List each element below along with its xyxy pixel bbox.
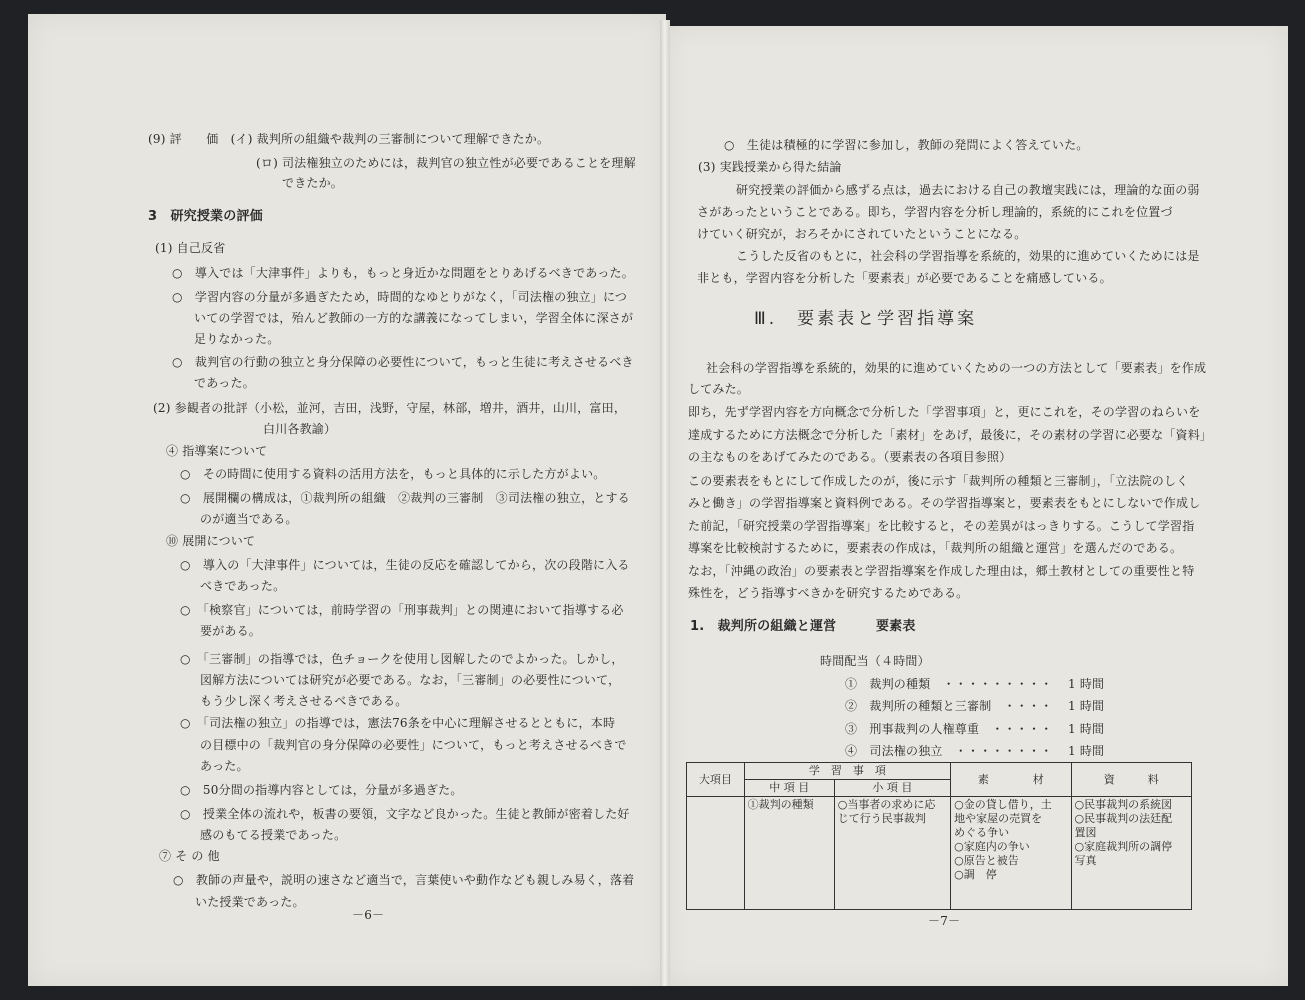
paragraph-line: さがあったということである。即ち，学習内容を分析し理論的，系統的にこれを位置づ	[697, 205, 1173, 219]
eval-item-ro-cont: できたか。	[282, 176, 344, 190]
critique-item-cont: 要がある。	[200, 624, 262, 638]
col-header-minor: 小 項 目	[834, 780, 950, 797]
paragraph-line: 達成するために方法概念で分析した「素材」をあげ，最後に，その素材の学習に必要な「資料」	[688, 428, 1213, 442]
cell-resource: ○民事裁判の系統図 ○民事裁判の法廷配 置図 ○家庭裁判所の調停 写真	[1071, 797, 1191, 910]
paragraph-line: 非とも，学習内容を分析した「要素表」が必要であることを痛感している。	[697, 271, 1112, 285]
paragraph-line: 社会科の学習指導を系統的，効果的に進めていくための一つの方法として「要素表」を作成	[706, 361, 1207, 375]
schedule-item-label: ③ 刑事裁判の人権尊重 ・・・・・	[845, 722, 1053, 736]
schedule-item-label: ① 裁判の種類 ・・・・・・・・・	[845, 677, 1053, 691]
paragraph-line: みと働き」の学習指導案と資料例である。その学習指導案と，要素表をもとにしないで作成し	[688, 496, 1201, 510]
critique-item-cont: べきであった。	[200, 579, 286, 593]
paragraph-line: こうした反省のもとに，社会科の学習指導を系統的，効果的に進めていくためには是	[736, 249, 1200, 263]
eval-item-i: (9) 評 価 (イ) 裁判所の組織や裁判の三審制について理解できたか。	[148, 132, 550, 146]
schedule-item-label: ④ 司法権の独立 ・・・・・・・・	[845, 744, 1053, 758]
critique-item: ○ 「司法権の独立」の指導では，憲法76条を中心に理解させるとともに，本時	[180, 716, 616, 730]
subheading-lesson-plan: ④ 指導案について	[166, 444, 268, 458]
schedule-item-time: 1 時間	[1068, 722, 1105, 736]
critique-item: ○ 「検察官」については，前時学習の「刑事裁判」との関連において指導する必	[180, 603, 624, 617]
col-header-resource: 資 料	[1071, 763, 1191, 797]
critique-item-cont: あった。	[200, 759, 249, 773]
critique-item-cont: の目標中の「裁判官の身分保障の必要性」について，もっと考えさせるべきで	[200, 738, 627, 752]
cell-minor: ○当事者の求めに応 じて行う民事裁判	[834, 797, 950, 910]
schedule-item-time: 1 時間	[1068, 744, 1105, 758]
critique-item-cont: もう少し深く考えさせるべきである。	[200, 694, 408, 708]
paragraph-line: の主なものをあげてみたのである。（要素表の各項目参照）	[688, 450, 1012, 464]
paragraph-line: してみた。	[688, 382, 750, 396]
time-allocation-label: 時間配当（４時間）	[820, 654, 930, 668]
col-header-learning: 学 習 事 項	[744, 763, 950, 780]
critique-item: ○ 導入の「大津事件」については，生徒の反応を確認してから，次の段階に入る	[180, 558, 630, 572]
col-header-material: 素 材	[951, 763, 1071, 797]
critique-item: ○ 50分間の指導内容としては，分量が多過ぎた。	[180, 783, 463, 797]
observer-list-cont: 白川各教諭）	[263, 422, 337, 436]
col-header-major: 大項目	[687, 763, 745, 797]
reflection-item: ○ 裁判官の行動の独立と身分保障の必要性について，もっと生徒に考えさせるべき	[172, 355, 634, 369]
critique-item: ○ その時間に使用する資料の活用方法を，もっと具体的に示した方がよい。	[180, 467, 606, 481]
schedule-item-label: ② 裁判所の種類と三審制 ・・・・	[845, 699, 1053, 713]
reflection-item: ○ 導入では「大津事件」よりも，もっと身近かな問題をとりあげるべきであった。	[172, 266, 634, 280]
paragraph-line: この要素表をもとにして作成したのが，後に示す「裁判所の種類と三審制」，「立法院のしく	[688, 474, 1189, 488]
critique-item: ○ 教師の声量や，説明の速さなど適当で，言葉使いや動作なども親しみ易く，落着	[173, 873, 635, 887]
reflection-item-cont: いての学習では，殆んど教師の一方的な講義になってしまい，学習全体に深さが	[194, 311, 634, 325]
critique-item: ○ 展開欄の構成は，①裁判所の組織 ②裁判の三審制 ③司法権の独立，とする	[180, 491, 630, 505]
eval-item-ro: (ロ) 司法権独立のためには，裁判官の独立性が必要であることを理解	[256, 156, 636, 170]
page-number-left: －6－	[352, 908, 385, 922]
chapter-heading: Ⅲ. 要素表と学習指導案	[754, 309, 978, 329]
table-section-heading: 1. 裁判所の組織と運営 要素表	[690, 619, 916, 634]
reflection-item-cont: 足りなかった。	[194, 332, 280, 346]
critique-item: ○ 授業全体の流れや，板書の要領，文字など良かった。生徒と教師が密着した好	[180, 807, 630, 821]
schedule-item-time: 1 時間	[1068, 677, 1105, 691]
schedule-item-time: 1 時間	[1068, 699, 1105, 713]
critique-item-cont: いた授業であった。	[195, 895, 305, 909]
critique-item-cont: 感のもてる授業であった。	[200, 828, 347, 842]
subheading-conclusion: (3) 実践授業から得た結論	[698, 160, 842, 174]
paragraph-line: た前記，「研究授業の学習指導案」を比較すると，その差異がはっきりする。こうして学習指	[688, 519, 1195, 533]
paragraph-line: けていく研究が，おろそかにされていたということになる。	[697, 227, 1027, 241]
paragraph-line: 即ち，先ず学習内容を方向概念で分析した「学習事項」と，更にこれを，その学習のねらいを	[688, 405, 1201, 419]
paragraph-line: なお，「沖縄の政治」の要素表と学習指導案を作成した理由は，郷土教材としての重要性と特	[688, 564, 1195, 578]
subheading-development: ⑩ 展開について	[166, 534, 256, 548]
cell-major	[687, 797, 745, 910]
cell-material: ○金の貸し借り，土 地や家屋の売買を めぐる争い ○家庭内の争い ○原告と被告 ○調 停	[951, 797, 1071, 910]
reflection-item: ○ 生徒は積極的に学習に参加し，教師の発問によく答えていた。	[724, 138, 1089, 152]
col-header-middle: 中 項 目	[744, 780, 834, 797]
paragraph-line: 導案を比較検討するために，要素表の作成は，「裁判所の組織と運営」を選んだのである。	[688, 541, 1183, 555]
critique-item-cont: のが適当である。	[200, 512, 298, 526]
subheading-observer-critique: (2) 参観者の批評（小松，並河，吉田，浅野，守屋，林部，増井，酒井，山川，富田，	[153, 401, 627, 415]
cell-middle: ①裁判の種類	[744, 797, 834, 910]
elements-table	[686, 762, 1192, 910]
paragraph-line: 研究授業の評価から感ずる点は，過去における自己の教壇実践には，理論的な面の弱	[736, 183, 1200, 197]
section-heading-research-eval: 3 研究授業の評価	[148, 209, 263, 224]
critique-item: ○ 「三審制」の指導では，色チョークを使用し図解したのでよかった。しかし，	[180, 652, 624, 666]
paragraph-line: 殊性を，どう指導すべきかを研究するためである。	[688, 586, 969, 600]
subheading-other: ⑦ そ の 他	[159, 849, 220, 863]
subheading-self-reflection: (1) 自己反省	[155, 241, 226, 255]
reflection-item: ○ 学習内容の分量が多過ぎたため，時間的なゆとりがなく，「司法権の独立」につ	[172, 290, 628, 304]
reflection-item-cont: であった。	[194, 376, 255, 390]
book-gutter	[660, 20, 670, 986]
critique-item-cont: 図解方法については研究が必要である。なお，「三審制」の必要性について，	[200, 673, 621, 687]
page-number-right: －7－	[928, 914, 961, 928]
